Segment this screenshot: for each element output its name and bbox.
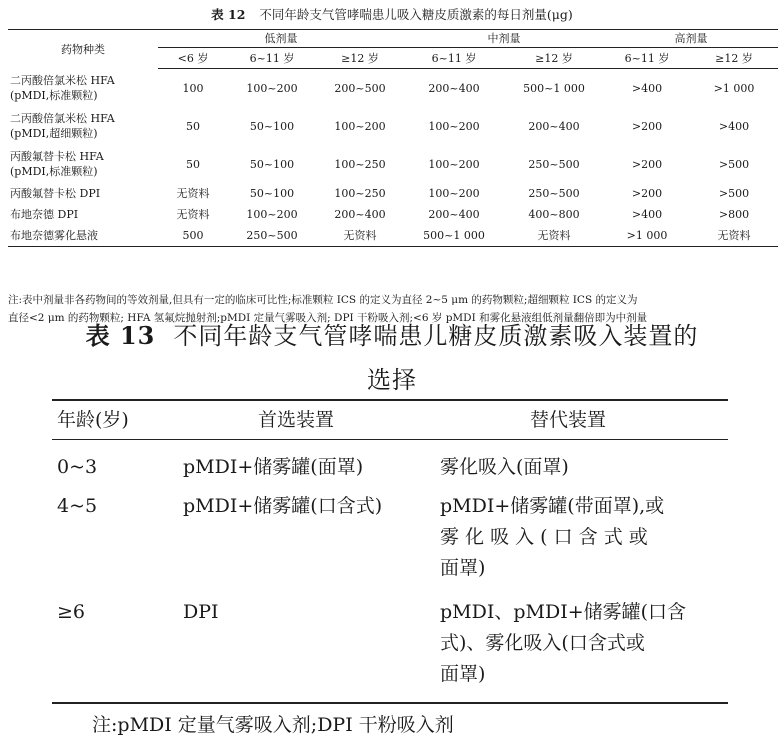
table12-cell: 100~200 bbox=[428, 119, 480, 133]
table13-alternative-cell: pMDI、pMDI+储雾罐(口含 式)、雾化吸入(口含式或 面罩) bbox=[440, 601, 687, 685]
table13-age-cell: ≥6 bbox=[57, 601, 86, 623]
table12-cell: 200~500 bbox=[334, 81, 386, 95]
table12-cell: >500 bbox=[718, 157, 750, 171]
table13-alternative-cell: pMDI+储雾罐(带面罩),或 雾 化 吸 入 ( 口 含 式 或 面罩) bbox=[440, 495, 665, 579]
table12-drug-cell: 丙酸氟替卡松 DPI bbox=[10, 187, 101, 200]
table12-group-high: 高剂量 bbox=[604, 30, 778, 48]
table13-bottom-rule bbox=[52, 702, 728, 704]
table12-drug-cell: 丙酸氟替卡松 HFA (pMDI,标准颗粒) bbox=[10, 150, 104, 178]
table12-drug-cell: 二丙酸倍氯米松 HFA (pMDI,超细颗粒) bbox=[10, 112, 115, 140]
table12-subheader: ≥12 岁 bbox=[316, 48, 404, 69]
table12-subheader: 6~11 岁 bbox=[228, 48, 316, 69]
table12-subheader: 6~11 岁 bbox=[404, 48, 504, 69]
table12-cell: 50 bbox=[186, 157, 200, 171]
table12-subheader: <6 岁 bbox=[158, 48, 228, 69]
table12-cell: 100 bbox=[182, 81, 204, 95]
table12-row bbox=[8, 145, 778, 183]
table12-cell: >400 bbox=[718, 119, 750, 133]
table12-cell: >200 bbox=[631, 119, 663, 133]
table12-cell: 250~500 bbox=[528, 157, 580, 171]
table13-age-cell: 0~3 bbox=[57, 456, 98, 478]
table12-cell: 200~400 bbox=[428, 81, 480, 95]
table13-caption bbox=[0, 314, 784, 402]
table12-drug-cell: 布地奈德 DPI bbox=[10, 208, 79, 221]
table12-cell: 200~400 bbox=[334, 208, 386, 221]
table12-cell: >400 bbox=[631, 81, 663, 95]
table12-cell: 250~500 bbox=[228, 225, 316, 247]
table12-cell: 无资料 bbox=[176, 208, 210, 221]
table12-row bbox=[8, 183, 778, 204]
table12-cell: 50~100 bbox=[249, 187, 295, 200]
table12-cell: 100~200 bbox=[334, 119, 386, 133]
table12-cell: 200~400 bbox=[428, 208, 480, 221]
table13-preferred-cell: pMDI+储雾罐(面罩) bbox=[183, 456, 364, 478]
table13-title-continued: 选择 bbox=[367, 366, 417, 394]
table12-number: 表 12 bbox=[211, 7, 246, 22]
table12-cell: 50~100 bbox=[249, 119, 295, 133]
table12-group-mid: 中剂量 bbox=[404, 30, 604, 48]
table12 bbox=[8, 29, 778, 247]
table12-cell: 无资料 bbox=[690, 225, 778, 247]
table12-cell: 200~400 bbox=[528, 119, 580, 133]
table13-title: 不同年龄支气管哮喘患儿糖皮质激素吸入装置的 bbox=[173, 322, 699, 350]
table12-cell: 100~200 bbox=[428, 157, 480, 171]
table12-footnote-line: 注:表中剂量非各药物间的等效剂量,但具有一定的临床可比性;标准颗粒 ICS 的定义为直径 2~5 μm 的药物颗粒;超细颗粒 ICS 的定义为 bbox=[8, 294, 638, 306]
table13-top-rule bbox=[52, 399, 728, 401]
table12-subheader: ≥12 岁 bbox=[690, 48, 778, 69]
table12-cell: 无资料 bbox=[176, 187, 210, 200]
table12-cell: 250~500 bbox=[528, 187, 580, 200]
table12-cell: 100~250 bbox=[334, 187, 386, 200]
table12-cell: 500~1 000 bbox=[523, 81, 585, 95]
table12-cell: >1 000 bbox=[713, 81, 755, 95]
table12-cell: 50 bbox=[186, 119, 200, 133]
table13-header-age: 年龄(岁) bbox=[57, 409, 129, 431]
table12-cell: >200 bbox=[631, 187, 663, 200]
table13-header-preferred: 首选装置 bbox=[258, 409, 335, 431]
table12-cell: >500 bbox=[718, 187, 750, 200]
table13-age-cell: 4~5 bbox=[57, 495, 98, 517]
table12-cell: >1 000 bbox=[604, 225, 690, 247]
table13-preferred-cell: DPI bbox=[183, 601, 219, 623]
table13-footnote: 注:pMDI 定量气雾吸入剂;DPI 干粉吸入剂 bbox=[92, 714, 454, 736]
table12-cell: 100~200 bbox=[428, 187, 480, 200]
table12-cell: >400 bbox=[631, 208, 663, 221]
table12-title: 不同年龄支气管哮喘患儿吸入糖皮质激素的每日剂量(μg) bbox=[259, 7, 573, 22]
table12-caption bbox=[0, 6, 784, 24]
table13-preferred-cell: pMDI+储雾罐(口含式) bbox=[183, 495, 383, 517]
table12-drug-cell: 二丙酸倍氯米松 HFA (pMDI,标准颗粒) bbox=[10, 73, 115, 102]
table13-alternative-cell: 雾化吸入(面罩) bbox=[440, 456, 569, 478]
table12-cell: 500 bbox=[158, 225, 228, 247]
table12-subheader: 6~11 岁 bbox=[604, 48, 690, 69]
table13-header-rule bbox=[52, 439, 728, 440]
table13-header-alternative: 替代装置 bbox=[530, 409, 607, 431]
table12-footnote-line: 直径<2 μm 的药物颗粒; HFA 氢氟烷抛射剂;pMDI 定量气雾吸入剂; DPI 干粉吸入剂;<6 岁 pMDI 和雾化悬液组低剂量翻倍即为中剂量 bbox=[8, 312, 648, 324]
table12-header-drug: 药物种类 bbox=[8, 30, 158, 69]
table13-number: 表 13 bbox=[85, 321, 156, 350]
table12-row bbox=[8, 225, 778, 247]
table12-subheader: ≥12 岁 bbox=[504, 48, 604, 69]
table12-cell: >800 bbox=[718, 208, 750, 221]
table12-row bbox=[8, 204, 778, 225]
table12-cell: 50~100 bbox=[249, 157, 295, 171]
table12-cell: 无资料 bbox=[504, 225, 604, 247]
table12-cell: 100~200 bbox=[246, 81, 298, 95]
table12-cell: 无资料 bbox=[316, 225, 404, 247]
table12-cell: 400~800 bbox=[528, 208, 580, 221]
table12-drug-cell: 布地奈德雾化悬液 bbox=[8, 225, 158, 247]
table12-row bbox=[8, 107, 778, 145]
table12-cell: 100~200 bbox=[246, 208, 298, 221]
table12-cell: 500~1 000 bbox=[404, 225, 504, 247]
table12-cell: 100~250 bbox=[334, 157, 386, 171]
table12-cell: >200 bbox=[631, 157, 663, 171]
table12-group-low: 低剂量 bbox=[158, 30, 404, 48]
table12-row bbox=[8, 69, 778, 108]
